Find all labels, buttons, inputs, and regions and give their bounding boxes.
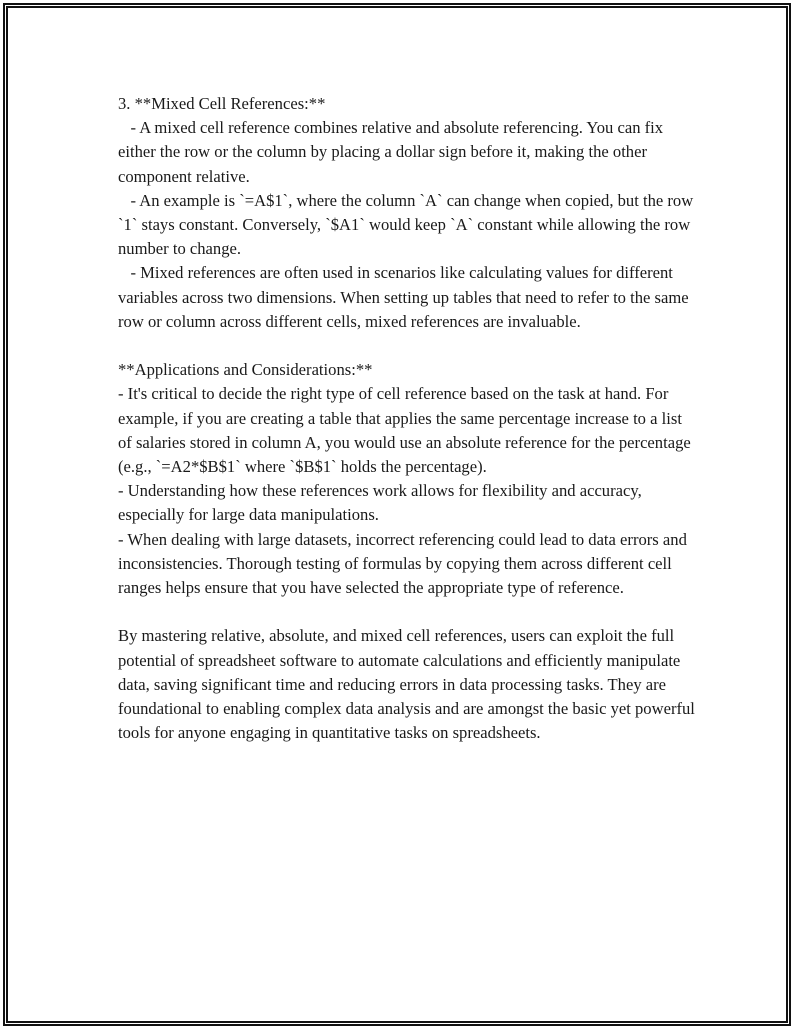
mixed-references-section: 3. **Mixed Cell References:** - A mixed cell reference combines relative and absolute referencing. You can fix either the row or the column by placing a dollar sign before it, making the other component relative. - An example is `=A$1`, where the column `A` can change when copied, but the row `1` stays constant. Conversely, `$A1` would keep `A` constant while allowing the row number to change. - Mixed references are often used in scenarios like calculating values for different variables across two dimensions. When setting up tables that need to refer to the same row or column across different cells, mixed references are invaluable. [118, 94, 694, 331]
paragraph-spacer [118, 334, 698, 358]
paragraph-spacer [118, 600, 698, 624]
conclusion-paragraph: By mastering relative, absolute, and mixed cell references, users can exploit the full potential of spreadsheet software to automate calculations and efficiently manipulate data, saving significant time and reducing errors in data processing tasks. They are foundational to enabling complex data analysis and are amongst the basic yet powerful tools for anyone engaging in quantitative tasks on spreadsheets. [118, 626, 700, 743]
applications-section: **Applications and Considerations:** - It's critical to decide the right type of cell reference based on the task at hand. For example, if you are creating a table that applies the same percentage increase to a list of salaries stored in column A, you would use an absolute reference for the percentage (e.g., `=A2*$B$1` where `$B$1` holds the percentage). - Understanding how these references work allows for flexibility and accuracy, especially for large data manipulations. - When dealing with large datasets, incorrect referencing could lead to data errors and inconsistencies. Thorough testing of formulas by copying them across different cell ranges helps ensure that you have selected the appropriate type of reference. [118, 360, 691, 598]
document-body [118, 92, 698, 745]
